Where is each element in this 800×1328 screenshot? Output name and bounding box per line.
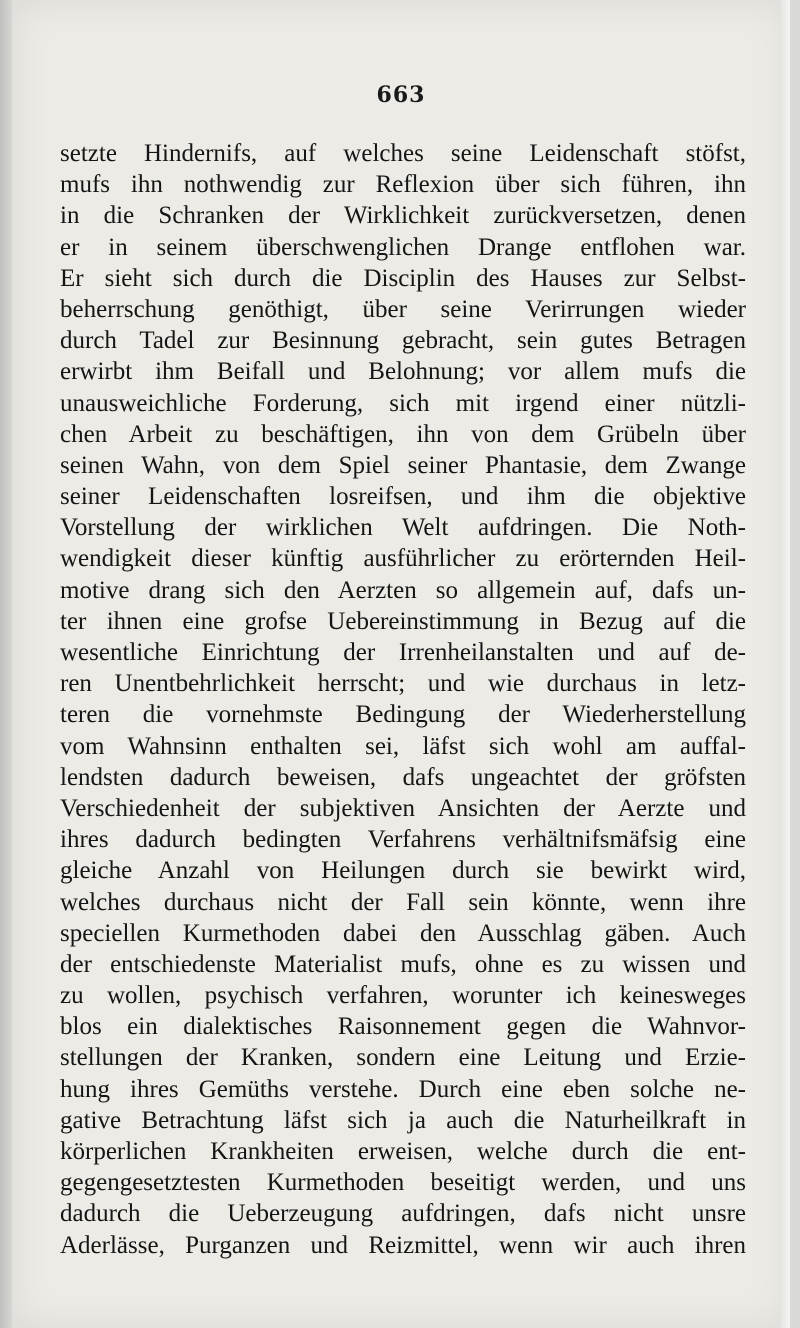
text-line: Vorstellung der wirklichen Welt aufdringen. Die Noth-: [60, 514, 746, 542]
text-line: Verschiedenheit der subjektiven Ansichten der Aerzte und: [60, 794, 746, 822]
text-line: der entschiedenste Materialist mufs, ohne es zu wissen und: [60, 950, 746, 978]
text-line: teren die vornehmste Bedingung der Wiederherstellung: [60, 701, 746, 729]
text-line: welches durchaus nicht der Fall sein könnte, wenn ihre: [60, 888, 746, 916]
text-line: gleiche Anzahl von Heilungen durch sie bewirkt wird,: [60, 857, 746, 885]
text-line: unausweichliche Forderung, sich mit irgend einer nützli-: [60, 389, 746, 417]
text-line: körperlichen Krankheiten erweisen, welche durch die ent-: [60, 1138, 746, 1165]
text-line: setzte Hindernifs, auf welches seine Leidenschaft stöfst,: [60, 140, 746, 167]
text-line: stellungen der Kranken, sondern eine Leitung und Erzie-: [60, 1044, 746, 1072]
text-line: in die Schranken der Wirklichkeit zurückversetzen, denen: [60, 202, 746, 230]
page-edge-shadow: [780, 0, 790, 1328]
text-line: chen Arbeit zu beschäftigen, ihn von dem Grübeln über: [60, 420, 746, 448]
text-line: vom Wahnsinn enthalten sei, läfst sich wohl am auffal-: [60, 732, 746, 760]
text-line: seiner Leidenschaften losreifsen, und ihm die objektive: [60, 483, 746, 511]
text-line: durch Tadel zur Besinnung gebracht, sein gutes Betragen: [60, 327, 746, 355]
text-line: mufs ihn nothwendig zur Reflexion über sich führen, ihn: [60, 171, 746, 199]
text-line: erwirbt ihm Beifall und Belohnung; vor allem mufs die: [60, 358, 746, 386]
text-line: blos ein dialektisches Raisonnement gegen die Wahnvor-: [60, 1013, 746, 1041]
book-page: [12, 0, 790, 1328]
text-line: zu wollen, psychisch verfahren, worunter ich keinesweges: [60, 982, 746, 1010]
text-line: hung ihres Gemüths verstehe. Durch eine eben solche ne-: [60, 1075, 746, 1103]
text-line: ren Unentbehrlichkeit herrscht; und wie durchaus in letz-: [60, 670, 746, 698]
text-line: er in seinem überschwenglichen Drange entflohen war.: [60, 233, 746, 261]
page-number: 663: [376, 82, 426, 108]
text-line: gegengesetztesten Kurmethoden beseitigt werden, und uns: [60, 1169, 746, 1197]
scan-left-margin: [0, 0, 12, 1328]
body-text: [60, 138, 746, 1261]
text-line: gative Betrachtung läfst sich ja auch die Naturheilkraft in: [60, 1106, 746, 1134]
text-line: motive drang sich den Aerzten so allgemein auf, dafs un-: [60, 576, 746, 604]
text-line: Er sieht sich durch die Disciplin des Hauses zur Selbst-: [60, 264, 746, 292]
text-line: speciellen Kurmethoden dabei den Ausschlag gäben. Auch: [60, 919, 746, 947]
text-line: wendigkeit dieser künftig ausführlicher zu erörternden Heil-: [60, 545, 746, 573]
text-line: wesentliche Einrichtung der Irrenheilanstalten und auf de-: [60, 639, 746, 666]
text-line: ter ihnen eine grofse Uebereinstimmung in Bezug auf die: [60, 607, 746, 635]
text-line: dadurch die Ueberzeugung aufdringen, dafs nicht unsre: [60, 1200, 746, 1228]
text-line: Aderlässe, Purganzen und Reizmittel, wenn wir auch ihren: [60, 1231, 746, 1259]
text-line: beherrschung genöthigt, über seine Verirrungen wieder: [60, 295, 746, 323]
text-line: seinen Wahn, von dem Spiel seiner Phantasie, dem Zwange: [60, 451, 746, 479]
text-line: ihres dadurch bedingten Verfahrens verhältnifsmäfsig eine: [60, 826, 746, 854]
text-line: lendsten dadurch beweisen, dafs ungeachtet der gröfsten: [60, 763, 746, 791]
